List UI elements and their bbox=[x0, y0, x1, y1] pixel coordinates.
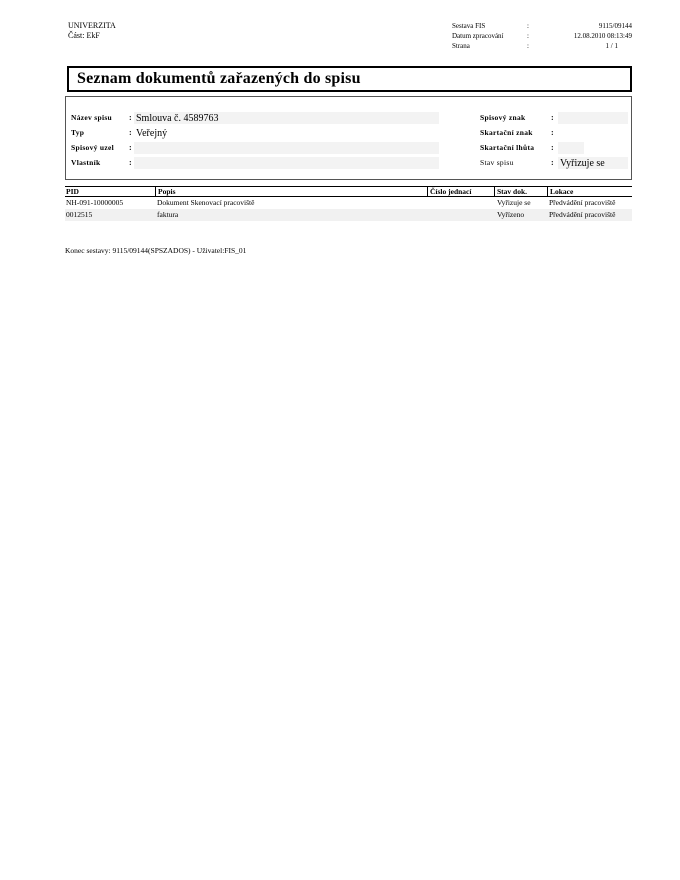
page-number-value: 1 / 1 bbox=[605, 42, 618, 50]
column-header-document-status: Stav dok. bbox=[494, 187, 547, 197]
header-left bbox=[68, 21, 116, 41]
page-number-label: Strana bbox=[452, 42, 470, 50]
info-row-3: Spisový uzel : Skartační lhůta : bbox=[66, 141, 631, 155]
organization-part: Část: EkF bbox=[68, 31, 100, 40]
documents-table bbox=[65, 186, 632, 221]
type-label: Typ bbox=[71, 128, 85, 137]
cell-description: Dokument Skenovací pracoviště bbox=[157, 198, 255, 207]
info-row-2: Typ : Veřejný Skartační znak : bbox=[66, 126, 631, 140]
cell-pid: NH-091-10000005 bbox=[66, 198, 124, 207]
report-id-label: Sestava FIS bbox=[452, 22, 486, 30]
file-status-label: Stav spisu bbox=[480, 158, 514, 167]
column-header-pid: PID bbox=[66, 187, 79, 196]
processing-date-value: 12.08.2010 08:13:49 bbox=[573, 32, 632, 40]
file-mark-value bbox=[558, 112, 628, 124]
cell-document-status: Vyřizuje se bbox=[497, 198, 531, 207]
table-row bbox=[65, 197, 632, 209]
owner-label: Vlastník bbox=[71, 158, 101, 167]
file-info-box bbox=[65, 96, 632, 180]
cell-location: Předvádění pracoviště bbox=[549, 210, 616, 219]
report-id-value: 9115/09144 bbox=[598, 22, 632, 30]
column-header-location: Lokace bbox=[547, 187, 632, 197]
table-header bbox=[65, 186, 632, 197]
processing-date-row: Datum zpracování : 12.08.2010 08:13:49 bbox=[452, 32, 632, 40]
page-title: Seznam dokumentů zařazených do spisu bbox=[67, 66, 632, 92]
file-name-label: Název spisu bbox=[71, 113, 113, 122]
shredding-mark-label: Skartační znak bbox=[480, 128, 533, 137]
info-row-4: Vlastník : Stav spisu : Vyřizuje se bbox=[66, 156, 631, 170]
page-number-row: Strana : 1 / 1 bbox=[452, 41, 632, 51]
cell-pid: 0012515 bbox=[66, 210, 93, 219]
cell-location: Předvádění pracoviště bbox=[549, 198, 616, 207]
file-mark-label: Spisový znak bbox=[480, 113, 526, 122]
info-row-1: Název spisu : Smlouva č. 4589763 Spisový znak : bbox=[66, 111, 631, 125]
file-name-value: Smlouva č. 4589763 bbox=[134, 112, 439, 124]
column-header-description: Popis bbox=[155, 187, 427, 197]
column-header-reference-number: Číslo jednací bbox=[427, 187, 494, 197]
shredding-period-value bbox=[558, 142, 584, 154]
owner-value bbox=[134, 157, 439, 169]
processing-date-label: Datum zpracování bbox=[452, 32, 504, 40]
shredding-mark-value bbox=[558, 127, 584, 139]
report-id-row: Sestava FIS : 9115/09144 bbox=[452, 22, 632, 30]
report-footer: Konec sestavy: 9115/09144(SPSZADOS) - Uživatel:FIS_01 bbox=[65, 246, 247, 255]
organization-name: UNIVERZITA bbox=[68, 21, 116, 30]
cell-description: faktura bbox=[157, 210, 179, 219]
type-value: Veřejný bbox=[136, 128, 168, 139]
table-row bbox=[65, 209, 632, 221]
header-right bbox=[452, 21, 632, 51]
shredding-period-label: Skartační lhůta bbox=[480, 143, 535, 152]
file-node-value bbox=[134, 142, 439, 154]
file-status-value: Vyřizuje se bbox=[558, 157, 628, 169]
cell-document-status: Vyřízeno bbox=[497, 210, 525, 219]
file-node-label: Spisový uzel bbox=[71, 143, 114, 152]
